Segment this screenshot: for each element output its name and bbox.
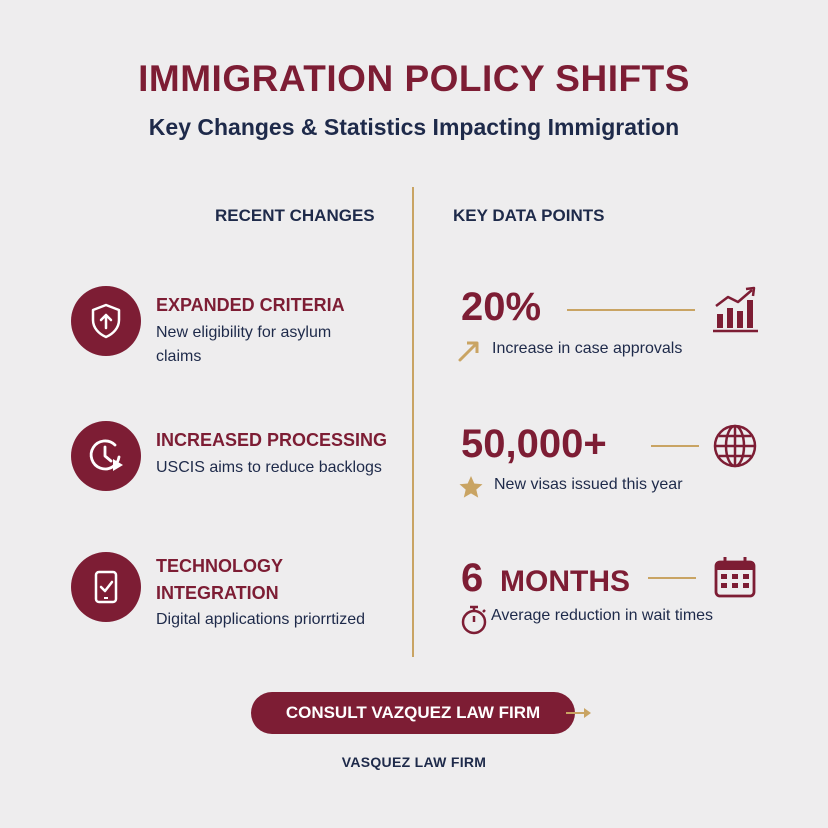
change-title: INCREASED PROCESSING xyxy=(156,430,388,450)
bar-chart-up-icon xyxy=(710,284,760,339)
stat-description: Increase in case approvals xyxy=(492,340,683,357)
change-title: EXPANDED CRITERIA xyxy=(156,295,345,315)
page-title: IMMIGRATION POLICY SHIFTS xyxy=(138,58,690,99)
consult-button[interactable] xyxy=(251,692,575,734)
change-description: USCIS aims to reduce backlogs xyxy=(156,459,382,476)
change-title-line1: TECHNOLOGY xyxy=(156,556,284,576)
stopwatch-icon xyxy=(459,603,489,642)
shield-upload-icon xyxy=(71,286,141,356)
change-title-line2: INTEGRATION xyxy=(156,583,279,603)
arrow-up-right-icon xyxy=(456,338,482,369)
change-description: New eligibility for asylum claims xyxy=(156,324,332,365)
stat-value: 50,000+ xyxy=(461,422,607,466)
recent-changes-heading: RECENT CHANGES xyxy=(215,206,375,225)
stat-description: New visas issued this year xyxy=(494,476,683,493)
clock-play-icon xyxy=(71,421,141,491)
consult-button-label: CONSULT VAZQUEZ LAW FIRM xyxy=(285,703,541,722)
stat-value-unit: MONTHS xyxy=(500,565,630,598)
tablet-check-icon xyxy=(71,552,141,622)
stat-value-number: 6 xyxy=(461,556,484,600)
stat-value: 20% xyxy=(461,285,542,329)
globe-icon xyxy=(711,422,759,475)
star-icon xyxy=(458,474,484,505)
column-divider xyxy=(412,187,414,657)
stat-connector-line xyxy=(567,309,695,311)
stat-connector-line xyxy=(648,577,696,579)
stat-connector-line xyxy=(651,445,699,447)
page-subtitle: Key Changes & Statistics Impacting Immigration xyxy=(148,114,680,140)
footer-firm-name: VASQUEZ LAW FIRM xyxy=(341,754,487,770)
change-description: Digital applications priorrtized xyxy=(156,611,365,628)
arrow-right-icon xyxy=(566,706,592,725)
stat-description: Average reduction in wait times xyxy=(491,607,714,624)
key-data-heading: KEY DATA POINTS xyxy=(453,206,605,225)
calendar-icon xyxy=(712,554,758,605)
